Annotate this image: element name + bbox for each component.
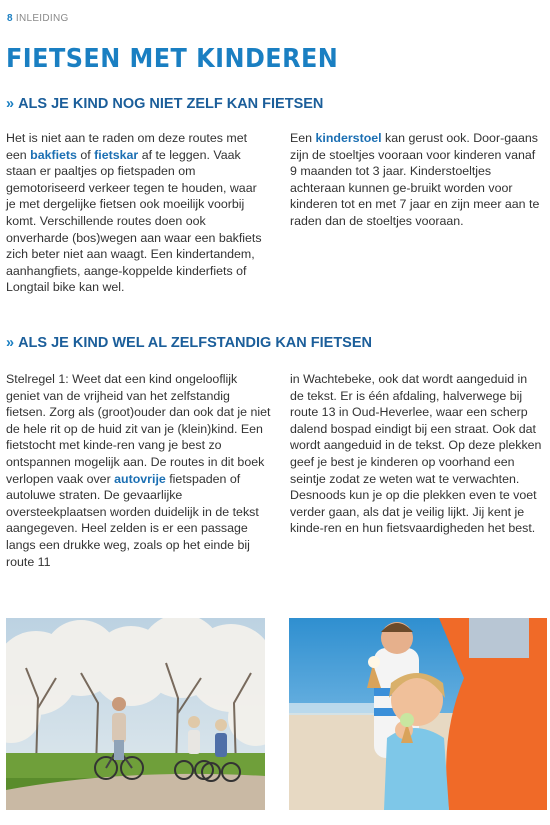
text-run: kan gerust ook. Door-gaans zijn de stoeltjes vooraan voor kinderen vanaf 9 maanden tot 3 jaar. Kinderstoeltjes achteraan kunnen ge-bruikt worden voor kinderen tot en met 7 jaar en zijn meer aan te raden dan de stoeltjes vooraan. bbox=[290, 131, 540, 228]
section-label: INLEIDING bbox=[15, 13, 69, 24]
text-run: fietspaden of autoluwe straten. De gevaarlijke oversteekplaatsen worden duidelijk in de tekst aangegeven. Heel zelden is er een passage langs een drukke weg, zoals op het einde bij route 11 bbox=[6, 471, 259, 569]
text-run: Een bbox=[290, 131, 316, 145]
page-number: 8 bbox=[7, 13, 13, 24]
section2-left-paragraph bbox=[6, 371, 272, 570]
running-header bbox=[7, 13, 69, 24]
text-run: Stelregel 1: Weet dat een kind ongelooflijk geniet van de vrijheid van het zelfstandig fietsen. Zorg als (groot)ouder dan ook dat je niet de hele rit op de huid zit van je (klein)kind. Een fietstocht met kinde-ren vang je best zo ontspannen mogelijk aan. De routes in dit boek verlopen vaak over bbox=[6, 372, 271, 486]
keyword-fietskar: fietskar bbox=[94, 147, 139, 162]
keyword-autovrije: autovrije bbox=[114, 471, 166, 486]
heading-arrow: » bbox=[6, 335, 15, 351]
section-heading-2 bbox=[6, 335, 372, 351]
section2-right-paragraph bbox=[290, 371, 544, 537]
cycling-illustration bbox=[6, 618, 265, 810]
section1-left-paragraph bbox=[6, 130, 268, 296]
keyword-bakfiets: bakfiets bbox=[30, 147, 77, 162]
text-run: af te leggen. Vaak staan er paaltjes op fietspaden om gemotoriseerd verkeer tegen te houden, waar je met dergelijke fietsen ook moeilijk voorbij komt. Verschillende routes doen ook onverharde (bos)wegen aan waar een bakfiets zich beter niet aan waagt. Een kindertandem, aanhangfiets, aange-koppelde kinderfiets of Longtail bike kan wel. bbox=[6, 147, 262, 295]
text-run: in Wachtebeke, ook dat wordt aangeduid in de tekst. Er is één afdaling, halverwege bij route 13 in Oud-Heverlee, waar een scherp dalend bospad eindigt bij een straat. Ook dat wordt aangeduid in de tekst. Op deze plekken geef je best je kinderen op voorhand een seintje zodat ze weten wat te verwachten. Desnoods kun je op die plekken even te voet verder gaan, als dat je veilig lijkt. Jij kent je kinde-ren en hun fietsvaardigheden het best. bbox=[290, 372, 542, 536]
section-heading-1-text: ALS JE KIND NOG NIET ZELF KAN FIETSEN bbox=[18, 96, 324, 112]
section-heading-1 bbox=[6, 96, 323, 112]
section-heading-2-text: ALS JE KIND WEL AL ZELFSTANDIG KAN FIETSEN bbox=[18, 335, 372, 351]
keyword-kinderstoel: kinderstoel bbox=[315, 131, 382, 145]
page-title: FIETSEN MET KINDEREN bbox=[6, 44, 339, 74]
photo-children-ice-cream bbox=[289, 618, 547, 810]
section1-right-paragraph bbox=[290, 130, 542, 230]
text-run: Het is niet aan te raden om deze routes met een bbox=[6, 131, 248, 162]
heading-arrow: » bbox=[6, 96, 15, 112]
ice-cream-illustration bbox=[289, 618, 547, 810]
photo-family-cycling bbox=[6, 618, 265, 810]
text-run: of bbox=[76, 147, 95, 162]
